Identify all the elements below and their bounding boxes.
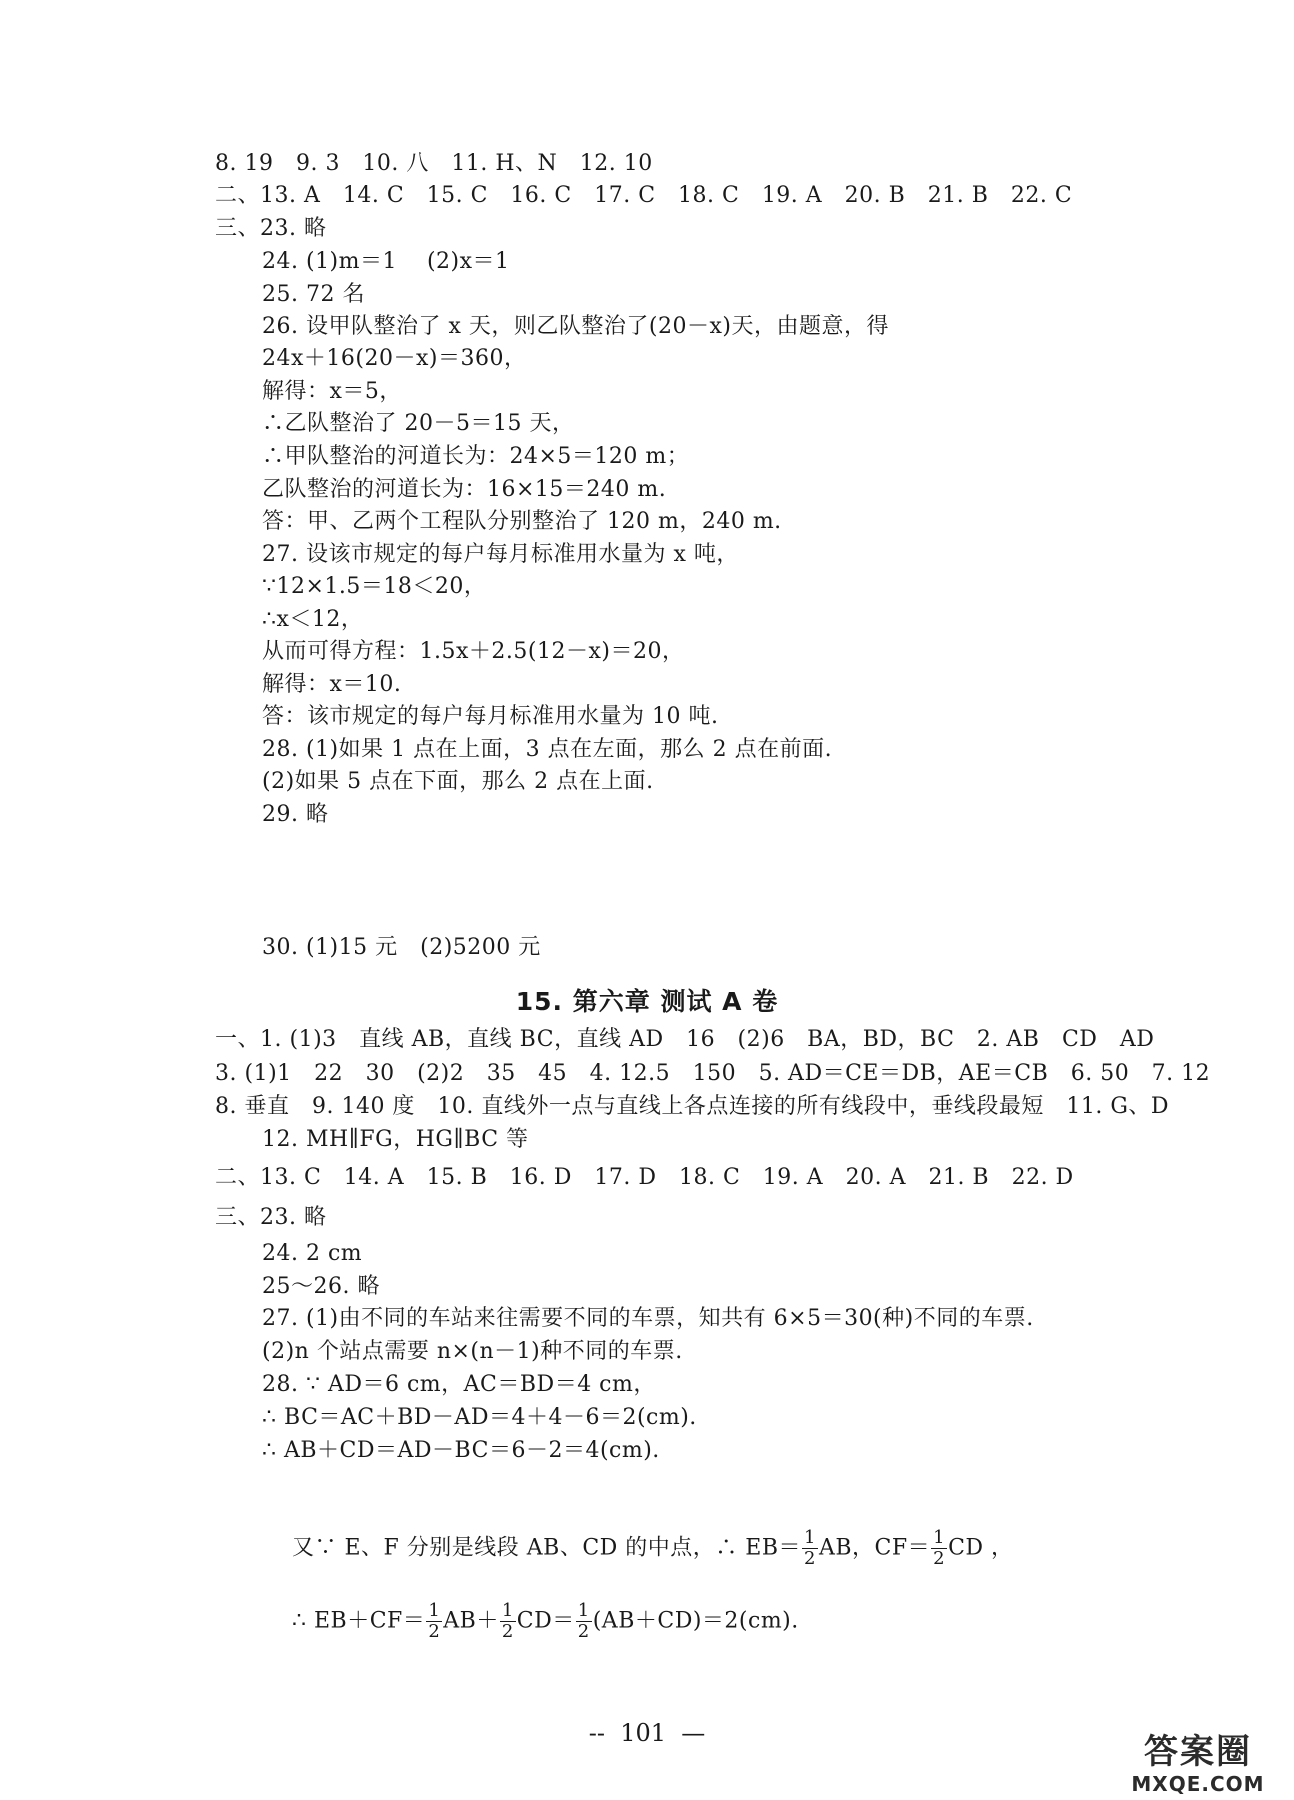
text-span: (AB＋CD)＝2(cm). (592, 1608, 799, 1634)
fraction (931, 1528, 947, 1569)
text-span: AB，CF＝ (818, 1535, 931, 1561)
answer-line: 25～26. 略 (262, 1274, 380, 1299)
answer-line: ∴乙队整治了 20－5＝15 天， (262, 411, 575, 436)
fraction (576, 1601, 592, 1642)
answer-line: (2)如果 5 点在下面，那么 2 点在上面. (262, 769, 654, 794)
answer-line: 解得：x＝10. (262, 672, 402, 697)
answer-line: 28. ∵ AD＝6 cm，AC＝BD＝4 cm， (262, 1372, 656, 1397)
answer-line: 答：甲、乙两个工程队分别整治了 120 m，240 m. (262, 509, 782, 534)
answer-line: 27. 设该市规定的每户每月标准用水量为 x 吨， (262, 542, 739, 567)
numerator: 1 (804, 1527, 816, 1548)
answer-line: 二、13. C 14. A 15. B 16. D 17. D 18. C 19. A 20. A 21. B 22. D (215, 1165, 1074, 1190)
answer-line: 一、1. (1)3 直线 AB，直线 BC，直线 AD 16 (2)6 BA，BD，BC 2. AB CD AD (215, 1027, 1155, 1052)
answer-line: 27. (1)由不同的车站来往需要不同的车票，知共有 6×5＝30(种)不同的车票. (262, 1306, 1034, 1331)
answer-line: 8. 19 9. 3 10. 八 11. H、N 12. 10 (215, 151, 653, 176)
section-title: 15. 第六章 测试 A 卷 (515, 987, 779, 1016)
fraction-line (262, 1573, 799, 1670)
watermark-url: MXQE.COM (1131, 1772, 1265, 1796)
answer-line: ∵12×1.5＝18＜20， (262, 574, 487, 599)
denominator: 2 (804, 1548, 816, 1569)
answer-line: 24. 2 cm (262, 1241, 363, 1266)
numerator: 1 (501, 1600, 514, 1621)
answer-line: 三、23. 略 (215, 216, 327, 241)
answer-line: 从而可得方程：1.5x＋2.5(12－x)＝20， (262, 639, 685, 664)
watermark-text: 答案圈 (1144, 1732, 1252, 1772)
text-span: AB＋ (443, 1608, 499, 1634)
text-span: 又∵ E、F 分别是线段 AB、CD 的中点，∴ EB＝ (291, 1535, 802, 1561)
answer-line: 解得：x＝5， (262, 379, 402, 404)
answer-line: ∴ BC＝AC＋BD－AD＝4＋4－6＝2(cm). (262, 1405, 697, 1430)
answer-line: (2)n 个站点需要 n×(n－1)种不同的车票. (262, 1339, 683, 1364)
answer-line: 25. 72 名 (262, 282, 365, 307)
answer-line: 答：该市规定的每户每月标准用水量为 10 吨. (262, 704, 719, 729)
answer-line: 30. (1)15 元 (2)5200 元 (262, 935, 541, 960)
denominator: 2 (501, 1621, 514, 1642)
fraction (426, 1601, 442, 1642)
answer-line: 26. 设甲队整治了 x 天，则乙队整治了(20－x)天，由题意，得 (262, 314, 889, 339)
answer-line: 8. 垂直 9. 140 度 10. 直线外一点与直线上各点连接的所有线段中，垂线段最短 11. G、D (215, 1094, 1170, 1119)
answer-line: 3. (1)1 22 30 (2)2 35 45 4. 12.5 150 5. AD＝CE＝DB，AE＝CB 6. 50 7. 12 (215, 1061, 1211, 1086)
answer-line: 乙队整治的河道长为：16×15＝240 m. (262, 477, 667, 502)
answer-line: 三、23. 略 (215, 1205, 327, 1230)
answer-line: ∴ AB＋CD＝AD－BC＝6－2＝4(cm). (262, 1438, 660, 1463)
denominator: 2 (428, 1621, 441, 1642)
numerator: 1 (933, 1527, 946, 1548)
watermark-logo (1110, 1732, 1286, 1796)
answer-line: 12. MH∥FG，HG∥BC 等 (262, 1127, 529, 1152)
fraction (802, 1528, 818, 1569)
text-span: ∴ EB＋CF＝ (291, 1608, 426, 1634)
text-span: CD ， (948, 1535, 1014, 1561)
numerator: 1 (577, 1600, 590, 1621)
answer-line: 28. (1)如果 1 点在上面，3 点在左面，那么 2 点在前面. (262, 737, 833, 762)
answer-line: 24x＋16(20－x)＝360， (262, 346, 527, 371)
answer-line: ∴x＜12， (262, 607, 364, 632)
fraction (500, 1601, 516, 1642)
answer-line: 29. 略 (262, 802, 329, 827)
denominator: 2 (933, 1548, 946, 1569)
page-number: -- 101 — (588, 1719, 706, 1747)
text-span: CD＝ (516, 1608, 575, 1634)
denominator: 2 (577, 1621, 590, 1642)
answer-line: 24. (1)m＝1 (2)x＝1 (262, 249, 510, 274)
answer-line: 二、13. A 14. C 15. C 16. C 17. C 18. C 19. A 20. B 21. B 22. C (215, 183, 1073, 208)
answer-line: ∴甲队整治的河道长为：24×5＝120 m； (262, 444, 690, 469)
numerator: 1 (428, 1600, 441, 1621)
